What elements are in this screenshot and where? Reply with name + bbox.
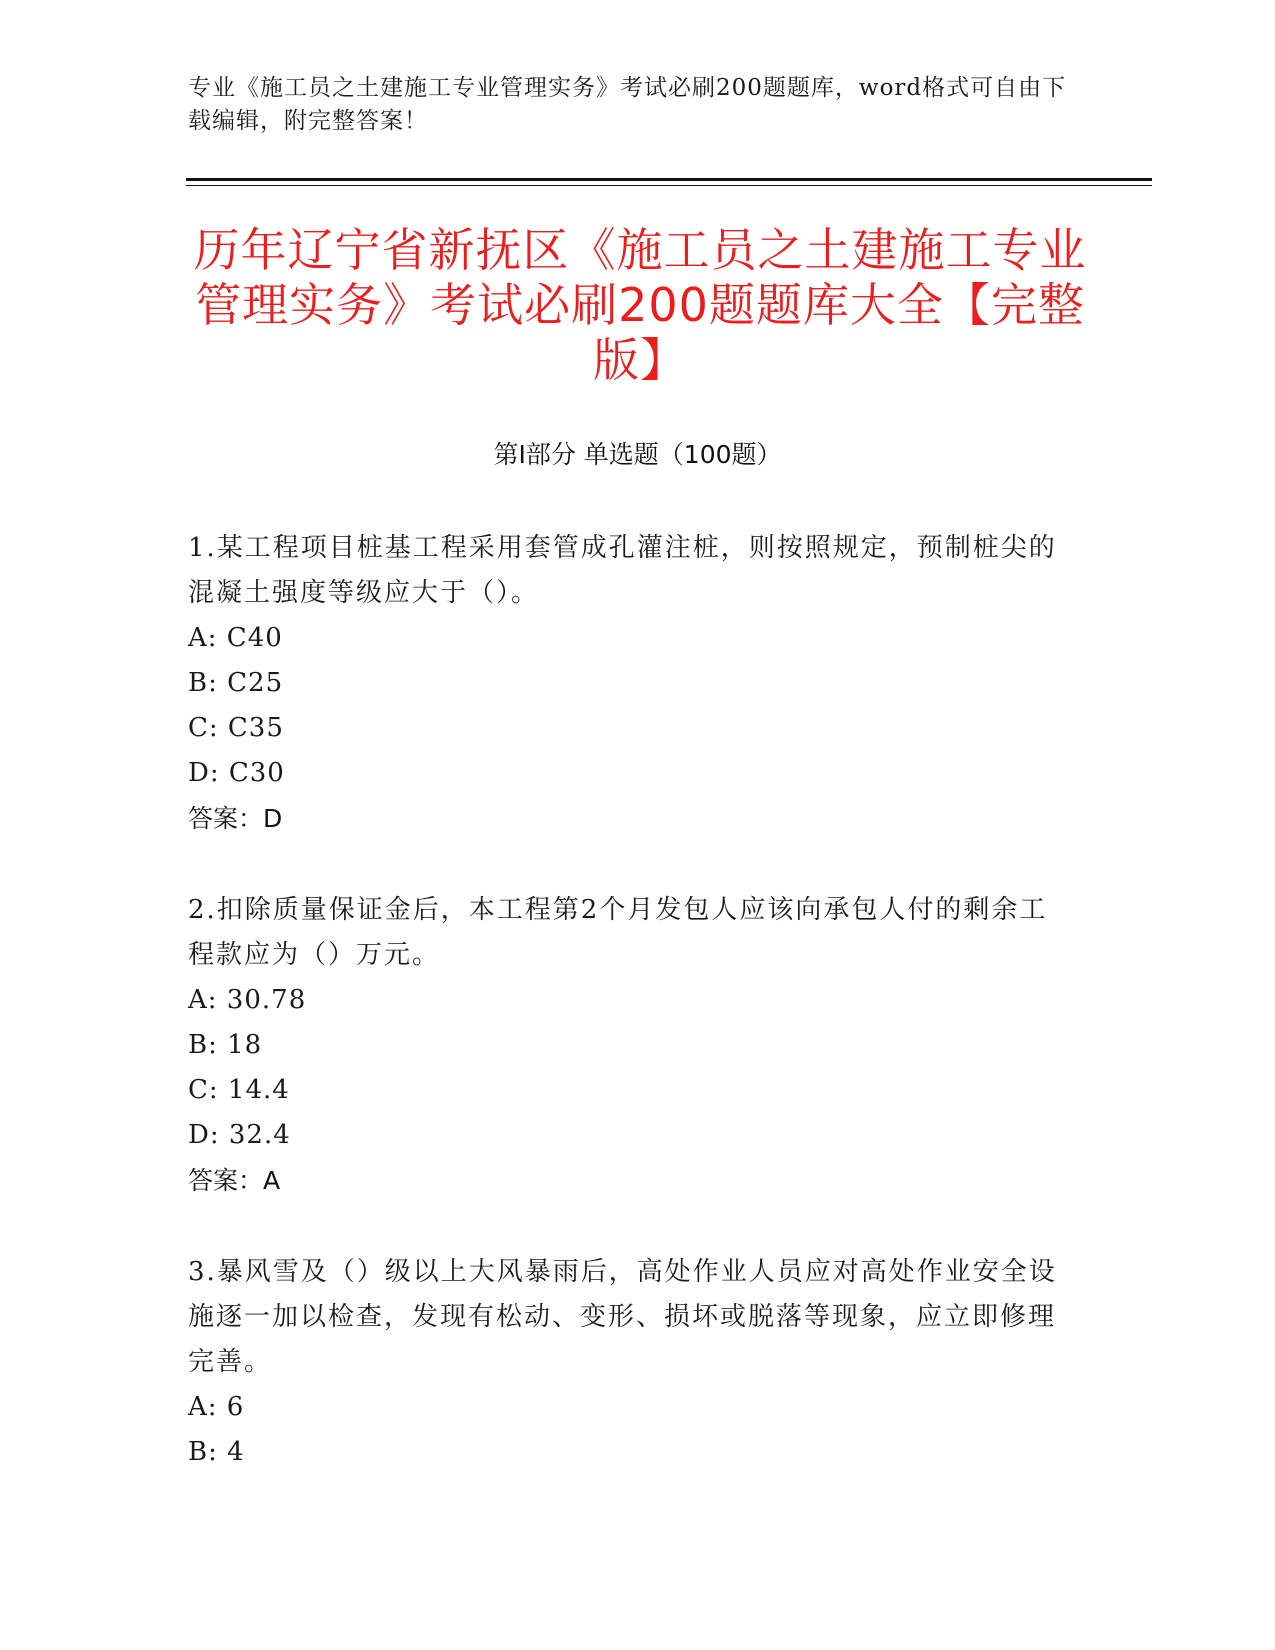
option-c: C: C35 bbox=[188, 713, 284, 743]
question-3 bbox=[188, 1250, 1068, 1475]
option-a: A: 30.78 bbox=[188, 985, 307, 1015]
option-b: B: 4 bbox=[188, 1437, 245, 1467]
answer-label: 答案：D bbox=[188, 804, 283, 833]
option-a: A: C40 bbox=[188, 623, 283, 653]
option-d: D: C30 bbox=[188, 758, 285, 788]
answer-label: 答案：A bbox=[188, 1166, 281, 1195]
question-1 bbox=[188, 526, 1068, 841]
option-c: C: 14.4 bbox=[188, 1075, 290, 1105]
header-divider-thin bbox=[186, 185, 1152, 186]
option-d: D: 32.4 bbox=[188, 1120, 291, 1150]
question-stem: 2.扣除质量保证金后，本工程第2个月发包人应该向承包人付的剩余工程款应为（）万元。 bbox=[188, 895, 1048, 970]
document-title: 历年辽宁省新抚区《施工员之土建施工专业管理实务》考试必刷200题题库大全【完整版】 bbox=[193, 223, 1087, 387]
section-heading: 第Ⅰ部分 单选题（100题） bbox=[493, 440, 782, 469]
header-note: 专业《施工员之土建施工专业管理实务》考试必刷200题题库，word格式可自由下载编辑，附完整答案！ bbox=[188, 75, 1067, 134]
question-stem: 3.暴风雪及（）级以上大风暴雨后，高处作业人员应对高处作业安全设施逐一加以检查，发现有松动、变形、损坏或脱落等现象，应立即修理完善。 bbox=[188, 1257, 1057, 1377]
question-stem: 1.某工程项目桩基工程采用套管成孔灌注桩，则按照规定，预制桩尖的混凝土强度等级应大于（）。 bbox=[188, 533, 1057, 608]
option-b: B: 18 bbox=[188, 1030, 263, 1060]
header-divider-thick bbox=[186, 178, 1152, 181]
option-a: A: 6 bbox=[188, 1392, 245, 1422]
question-2 bbox=[188, 888, 1068, 1203]
option-b: B: C25 bbox=[188, 668, 284, 698]
